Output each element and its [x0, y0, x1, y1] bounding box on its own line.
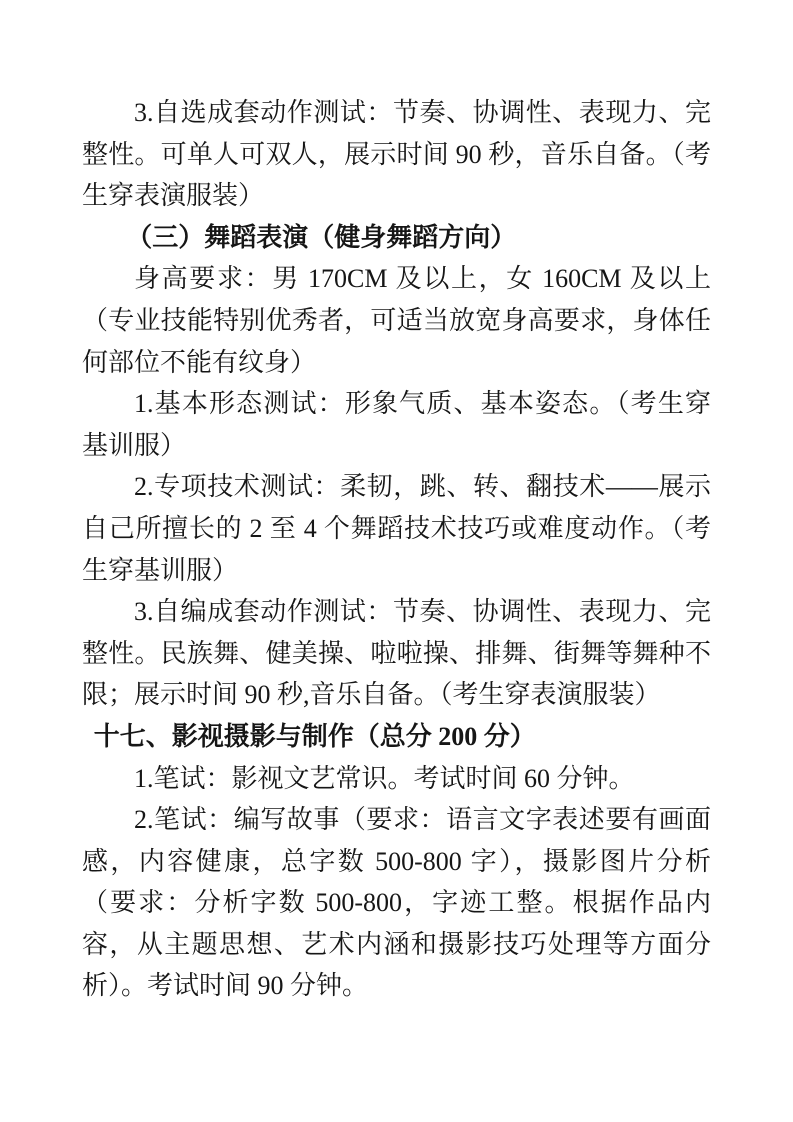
paragraph-basic-form-test: 1.基本形态测试：形象气质、基本姿态。（考生穿基训服）	[82, 389, 711, 460]
paragraph-special-technique-test: 2.专项技术测试：柔韧，跳、转、翻技术——展示自己所擅长的 2 至 4 个舞蹈技术技巧或难度动作。（考生穿基训服）	[82, 472, 711, 585]
subsection-heading-dance-performance: （三）舞蹈表演（健身舞蹈方向）	[126, 222, 517, 252]
section-heading-film-photography: 十七、影视摄影与制作（总分 200 分）	[93, 721, 536, 751]
paragraph-self-choreographed-test: 3.自编成套动作测试：节奏、协调性、表现力、完整性。民族舞、健美操、啦啦操、排舞、街舞等舞种不限；展示时间 90 秒,音乐自备。（考生穿表演服装）	[82, 597, 711, 710]
paragraph-written-test-1: 1.笔试：影视文艺常识。考试时间 60 分钟。	[134, 763, 635, 793]
document-text-block	[82, 92, 711, 1007]
paragraph-height-requirement: 身高要求：男 170CM 及以上，女 160CM 及以上（专业技能特别优秀者，可适当放宽身高要求，身体任何部位不能有纹身）	[82, 264, 711, 377]
paragraph-written-test-2: 2.笔试：编写故事（要求：语言文字表述要有画面感，内容健康，总字数 500-800 字），摄影图片分析（要求：分析字数 500-800，字迹工整。根据作品内容，从主题思想、艺术内涵和摄影技巧处理等方面分析）。考试时间 90 分钟。	[82, 805, 711, 1001]
paragraph-dance-set-test: 3.自选成套动作测试：节奏、协调性、表现力、完整性。可单人可双人，展示时间 90 秒，音乐自备。（考生穿表演服装）	[82, 98, 711, 211]
